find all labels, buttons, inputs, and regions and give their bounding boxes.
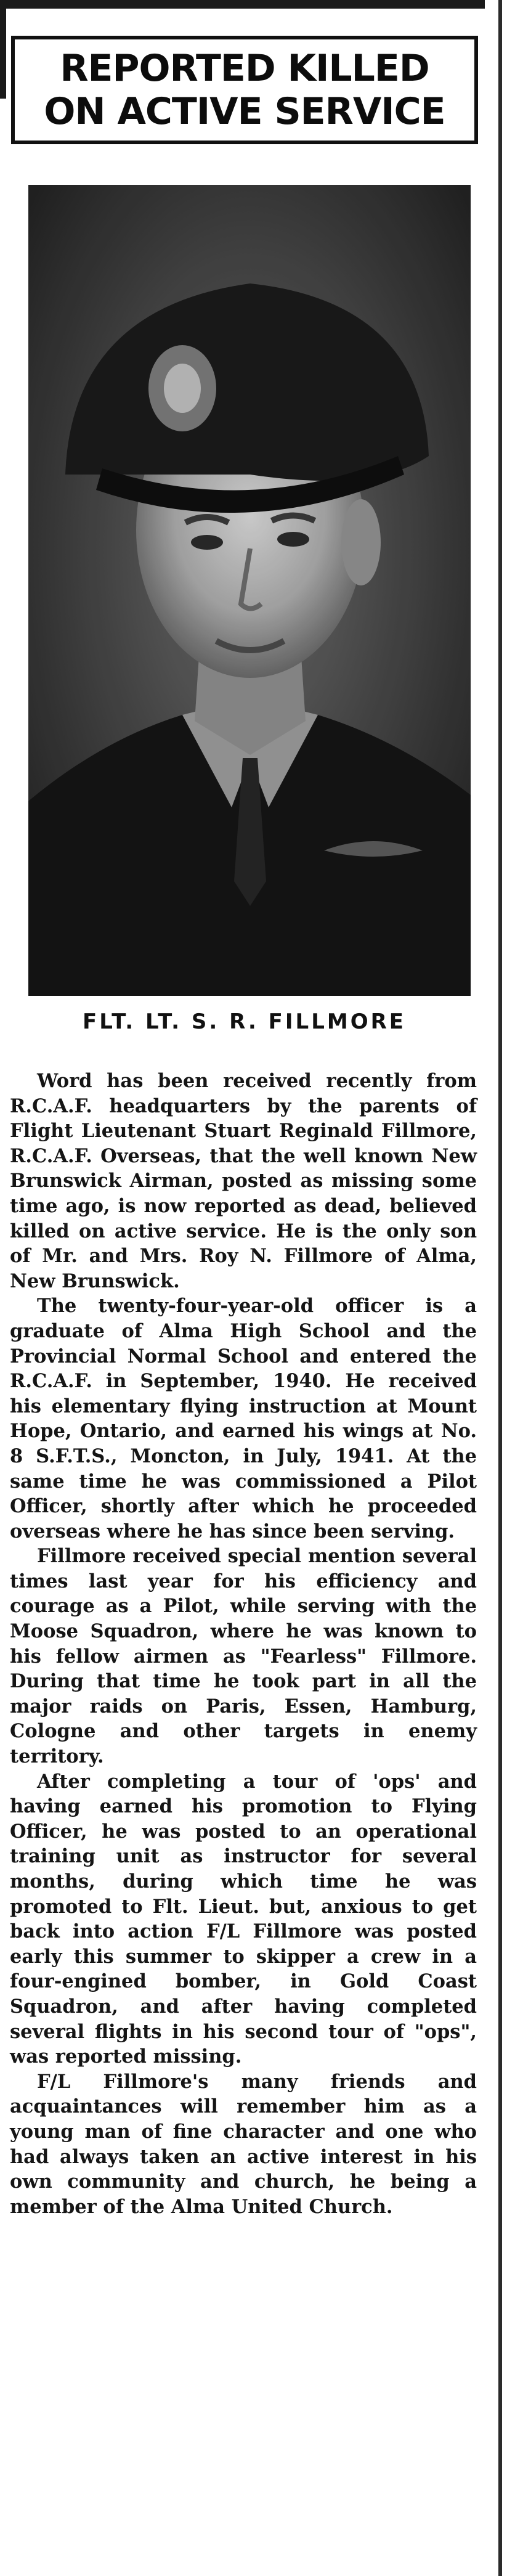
article-paragraph-4: After completing a tour of 'ops' and having earned his promotion to Flying Officer, he was posted to an operational training unit as instructor for several months, during which time he was promoted to Flt. Lieut. but, anxious to get back into action F/L Fillmore was posted early this summer to skipper a crew in a four-engined bomber, in Gold Coast Squadron, and after having completed several flights in his second tour of "ops", was reported missing. [10,1770,477,2068]
headline-line-1: REPORTED KILLED [60,47,429,90]
portrait-photo [28,185,471,996]
column-rule [498,0,502,2576]
top-rule [0,0,485,9]
headline-line-2: ON ACTIVE SERVICE [44,90,445,133]
headline-box [11,36,478,144]
article-paragraph-5: F/L Fillmore's many friends and acquaintances will remember him as a young man of fine character and one who had always taken an active interest in his own community and church, he being a member of the Alma United Church. [10,2070,477,2218]
article-paragraph-1: Word has been received recently from R.C.A.F. headquarters by the parents of Flight Lieutenant Stuart Reginald Fillmore, R.C.A.F. Overseas, that the well known New Brunswick Airman, posted as missing some time ago, is now reported as dead, believed killed on active service. He is the only son of Mr. and Mrs. Roy N. Fillmore of Alma, New Brunswick. [10,1070,477,1292]
portrait-photo-icon [28,185,471,996]
left-rule [0,0,6,99]
article-paragraph-3: Fillmore received special mention several times last year for his efficiency and courage as a Pilot, while serving with the Moose Squadron, where he was known to his fellow airmen as "Fearless" Fillmore. During that time he took part in all the major raids on Paris, Essen, Hamburg, Cologne and other targets in enemy territory. [10,1545,477,1768]
article-body [10,1069,477,2219]
article-paragraph-2: The twenty-four-year-old officer is a graduate of Alma High School and the Provincial Normal School and entered the R.C.A.F. in September, 1940. He received his elementary flying instruction at Mount Hope, Ontario, and earned his wings at No. 8 S.F.T.S., Moncton, in July, 1941. At the same time he was commissioned a Pilot Officer, shortly after which he proceeded overseas where he has since been serving. [10,1295,477,1543]
photo-caption: FLT. LT. S. R. FILLMORE [82,1009,407,1034]
